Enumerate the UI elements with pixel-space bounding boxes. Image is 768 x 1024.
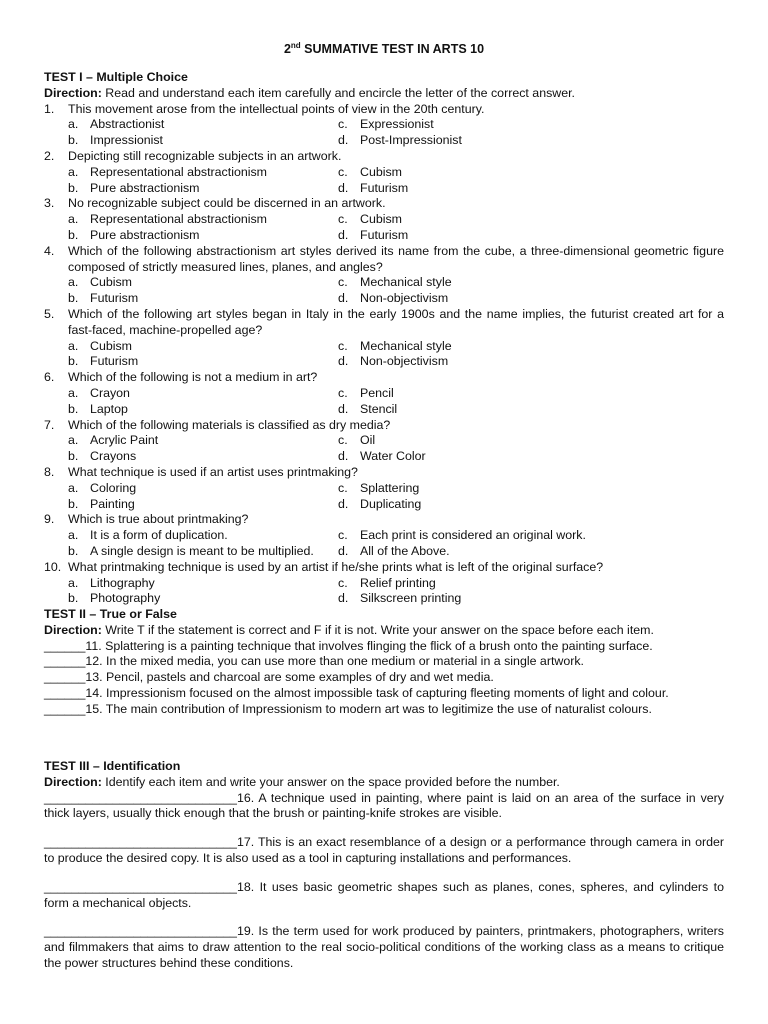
option-letter: d. — [338, 543, 349, 558]
option-row — [44, 275, 724, 291]
option-text: Futurism — [360, 180, 409, 195]
option — [44, 528, 338, 544]
question-number: 2. — [44, 148, 55, 163]
option-row — [44, 528, 724, 544]
option-letter: d. — [338, 496, 349, 511]
option — [338, 228, 408, 244]
question-number: 10. — [44, 559, 62, 574]
option-letter: a. — [68, 164, 79, 179]
option — [44, 133, 338, 149]
test2-section — [44, 607, 724, 718]
option-text: Cubism — [360, 212, 402, 227]
option-text: Futurism — [90, 354, 139, 369]
question — [44, 149, 724, 165]
question-number: 9. — [44, 512, 55, 527]
option-text: Pencil — [360, 385, 394, 400]
answer-blank: ____________________________ — [44, 879, 237, 894]
option — [44, 339, 338, 355]
option-row — [44, 449, 724, 465]
question-number: 7. — [44, 417, 55, 432]
option-text: Representational abstractionism — [90, 212, 268, 227]
option — [338, 591, 461, 607]
test1-question-list — [44, 102, 724, 608]
option — [44, 354, 338, 370]
option — [338, 339, 452, 355]
option-row — [44, 386, 724, 402]
tf-item — [44, 686, 724, 702]
option-row — [44, 291, 724, 307]
option-letter: b. — [68, 496, 79, 511]
option — [338, 291, 448, 307]
option-letter: b. — [68, 227, 79, 242]
option-text: Non-objectivism — [360, 354, 449, 369]
option-text: Non-objectivism — [360, 291, 449, 306]
option — [338, 402, 397, 418]
option-letter: c. — [338, 164, 348, 179]
question-number: 1. — [44, 101, 55, 116]
option — [338, 449, 426, 465]
option-text: All of the Above. — [360, 543, 450, 558]
tf-item — [44, 670, 724, 686]
option-row — [44, 497, 724, 513]
option-letter: b. — [68, 133, 79, 148]
option-letter: c. — [338, 338, 348, 353]
option-letter: a. — [68, 385, 79, 400]
option — [338, 212, 402, 228]
option-text: It is a form of duplication. — [90, 528, 228, 543]
test3-section — [44, 759, 724, 972]
option-row — [44, 433, 724, 449]
option-text: Oil — [360, 433, 376, 448]
item-text: 11. Splattering is a painting technique that involves flinging the flick of a brush onto the painting surface. — [85, 638, 653, 653]
question-number: 8. — [44, 464, 55, 479]
option-letter: c. — [338, 528, 348, 543]
test1-section — [44, 70, 724, 607]
option-text: Post-Impressionist — [360, 133, 462, 148]
option-text: Mechanical style — [360, 338, 452, 353]
option — [44, 449, 338, 465]
option-text: Representational abstractionism — [90, 164, 268, 179]
option-text: Futurism — [90, 291, 139, 306]
option-letter: c. — [338, 575, 348, 590]
option-text: Coloring — [90, 480, 137, 495]
option-text: Duplicating — [360, 496, 422, 511]
option-text: Laptop — [90, 401, 128, 416]
option-row — [44, 181, 724, 197]
option — [44, 433, 338, 449]
option — [44, 165, 338, 181]
option-letter: b. — [68, 180, 79, 195]
option-text: Futurism — [360, 227, 409, 242]
test1-direction: Direction: Read and understand each item carefully and encircle the letter of the correct answer. — [44, 85, 576, 100]
option-text: Photography — [90, 591, 161, 606]
option-text: Water Color — [360, 449, 426, 464]
option-text: Stencil — [360, 401, 398, 416]
question — [44, 512, 724, 528]
option-text: Acrylic Paint — [90, 433, 159, 448]
option-letter: d. — [338, 401, 349, 416]
option-letter: d. — [338, 291, 349, 306]
option-letter: a. — [68, 433, 79, 448]
question — [44, 244, 724, 276]
question-text: This movement arose from the intellectual points of view in the 20th century. — [68, 101, 485, 116]
answer-blank: ______ — [44, 685, 86, 700]
option-text: Relief printing — [360, 575, 436, 590]
option — [338, 386, 394, 402]
question — [44, 418, 724, 434]
option — [338, 433, 375, 449]
option — [44, 497, 338, 513]
question — [44, 370, 724, 386]
option-letter: c. — [338, 433, 348, 448]
option-row — [44, 133, 724, 149]
identification-item — [44, 791, 724, 823]
page-title: 2nd SUMMATIVE TEST IN ARTS 10 — [283, 41, 485, 57]
option-text: Mechanical style — [360, 275, 452, 290]
question-text: Depicting still recognizable subjects in an artwork. — [68, 148, 342, 163]
answer-blank: ______ — [44, 638, 86, 653]
option-text: Impressionist — [90, 133, 163, 148]
option — [338, 181, 408, 197]
option-text: Crayon — [90, 385, 130, 400]
option — [44, 386, 338, 402]
identification-item — [44, 880, 724, 912]
option-letter: b. — [68, 291, 79, 306]
option — [44, 402, 338, 418]
option-letter: a. — [68, 575, 79, 590]
option-text: Silkscreen printing — [360, 591, 462, 606]
question-number: 5. — [44, 306, 55, 321]
answer-blank: ______ — [44, 654, 86, 669]
option — [44, 291, 338, 307]
option-letter: a. — [68, 338, 79, 353]
answer-blank: ____________________________ — [44, 924, 237, 939]
answer-blank: ______ — [44, 670, 86, 685]
option-text: Splattering — [360, 480, 420, 495]
option-row — [44, 591, 724, 607]
option — [44, 576, 338, 592]
item-text: 14. Impressionism focused on the almost impossible task of capturing fleeting moments of light and colour. — [85, 685, 669, 700]
option-letter: a. — [68, 212, 79, 227]
option — [44, 481, 338, 497]
question — [44, 465, 724, 481]
option-letter: c. — [338, 212, 348, 227]
answer-blank: ______ — [44, 701, 86, 716]
option-letter: d. — [338, 227, 349, 242]
option-letter: b. — [68, 401, 79, 416]
option-letter: d. — [338, 133, 349, 148]
option-row — [44, 544, 724, 560]
test2-heading: TEST II – True or False — [44, 607, 177, 621]
tf-item — [44, 702, 724, 718]
option-letter: b. — [68, 449, 79, 464]
question-text: Which of the following is not a medium in art? — [68, 370, 318, 385]
option-text: Painting — [90, 496, 135, 511]
option-letter: a. — [68, 528, 79, 543]
option-letter: c. — [338, 480, 348, 495]
question — [44, 560, 724, 576]
option-letter: a. — [68, 480, 79, 495]
option-letter: d. — [338, 180, 349, 195]
tf-item — [44, 654, 724, 670]
identification-item — [44, 835, 724, 867]
question-text: What printmaking technique is used by an artist if he/she prints what is left of the original surface? — [68, 559, 604, 574]
option-letter: c. — [338, 117, 348, 132]
identification-item — [44, 924, 724, 971]
option — [44, 544, 338, 560]
option-letter: d. — [338, 591, 349, 606]
option-letter: a. — [68, 275, 79, 290]
option-row — [44, 117, 724, 133]
option — [338, 354, 448, 370]
test2-item-list — [44, 639, 724, 718]
test2-direction: Direction: Write T if the statement is correct and F if it is not. Write your answer on the space before each item. — [44, 622, 654, 637]
option-text: Cubism — [90, 275, 132, 290]
option-text: Pure abstractionism — [90, 180, 200, 195]
option-text: Pure abstractionism — [90, 227, 200, 242]
option-letter: d. — [338, 354, 349, 369]
option-letter: b. — [68, 543, 79, 558]
option-text: Cubism — [90, 338, 132, 353]
option — [44, 591, 338, 607]
option-letter: a. — [68, 117, 79, 132]
option-text: Each print is considered an original work. — [360, 528, 586, 543]
option-letter: c. — [338, 275, 348, 290]
option — [44, 275, 338, 291]
item-text: 17. This is an exact resemblance of a design or a performance through camera in order to produce the desired copy. It is also used as a tool in capturing installations and performances. — [44, 835, 724, 865]
option — [338, 528, 586, 544]
tf-item — [44, 639, 724, 655]
test3-direction: Direction: Identify each item and write your answer on the space provided before the number. — [44, 774, 560, 789]
item-text: 19. Is the term used for work produced by painters, printmakers, photographers, writers and filmmakers that aims to draw attention to the real socio-political conditions of the working class as a means to critique the power structures behind these conditions. — [44, 924, 724, 970]
option-row — [44, 576, 724, 592]
option — [338, 481, 419, 497]
question-text: Which of the following art styles began in Italy in the early 1900s and the name implies, the futurist created art for a fast-faced, machine-propelled age? — [68, 306, 724, 337]
question-number: 4. — [44, 243, 55, 258]
option-letter: c. — [338, 385, 348, 400]
option-letter: b. — [68, 591, 79, 606]
item-text: 16. A technique used in painting, where paint is laid on an area of the surface in very thick layers, usually thick enough that the brush or painting-knife strokes are visible. — [44, 790, 724, 821]
option-text: Crayons — [90, 449, 137, 464]
question-text: No recognizable subject could be discerned in an artwork. — [68, 196, 386, 211]
question — [44, 102, 724, 118]
question-text: Which of the following materials is classified as dry media? — [68, 417, 391, 432]
question-number: 6. — [44, 370, 55, 385]
question — [44, 196, 724, 212]
option — [338, 275, 452, 291]
option — [44, 212, 338, 228]
item-text: 12. In the mixed media, you can use more than one medium or material in a single artwork. — [85, 654, 584, 669]
option-text: A single design is meant to be multiplied. — [90, 543, 314, 558]
option-row — [44, 339, 724, 355]
option-row — [44, 354, 724, 370]
option — [44, 117, 338, 133]
option-text: Lithography — [90, 575, 155, 590]
option — [338, 497, 421, 513]
option-row — [44, 165, 724, 181]
question-number: 3. — [44, 196, 55, 211]
option-row — [44, 481, 724, 497]
option — [338, 165, 402, 181]
option-row — [44, 212, 724, 228]
option-row — [44, 402, 724, 418]
item-text: 18. It uses basic geometric shapes such as planes, cones, spheres, and cylinders to form a mechanical objects. — [44, 879, 724, 910]
option — [338, 576, 436, 592]
test3-item-list — [44, 791, 724, 972]
question-text: What technique is used if an artist uses printmaking? — [68, 464, 358, 479]
test1-heading: TEST I – Multiple Choice — [44, 70, 188, 84]
answer-blank: ____________________________ — [44, 790, 237, 805]
option-row — [44, 228, 724, 244]
question-text: Which of the following abstractionism art styles derived its name from the cube, a three-dimensional geometric figure composed of strictly measured lines, planes, and angles? — [68, 243, 724, 274]
option-text: Expressionist — [360, 117, 434, 132]
option-text: Cubism — [360, 164, 402, 179]
item-text: 15. The main contribution of Impressionism to modern art was to legitimize the use of naturalist colours. — [85, 701, 652, 716]
option — [338, 544, 450, 560]
item-text: 13. Pencil, pastels and charcoal are some examples of dry and wet media. — [85, 670, 494, 685]
option-letter: d. — [338, 449, 349, 464]
question-text: Which is true about printmaking? — [68, 512, 249, 527]
option — [338, 117, 434, 133]
answer-blank: ____________________________ — [44, 835, 237, 850]
option — [338, 133, 462, 149]
question — [44, 307, 724, 339]
option-letter: b. — [68, 354, 79, 369]
option — [44, 228, 338, 244]
test3-heading: TEST III – Identification — [44, 759, 181, 773]
option — [44, 181, 338, 197]
option-text: Abstractionist — [90, 117, 165, 132]
